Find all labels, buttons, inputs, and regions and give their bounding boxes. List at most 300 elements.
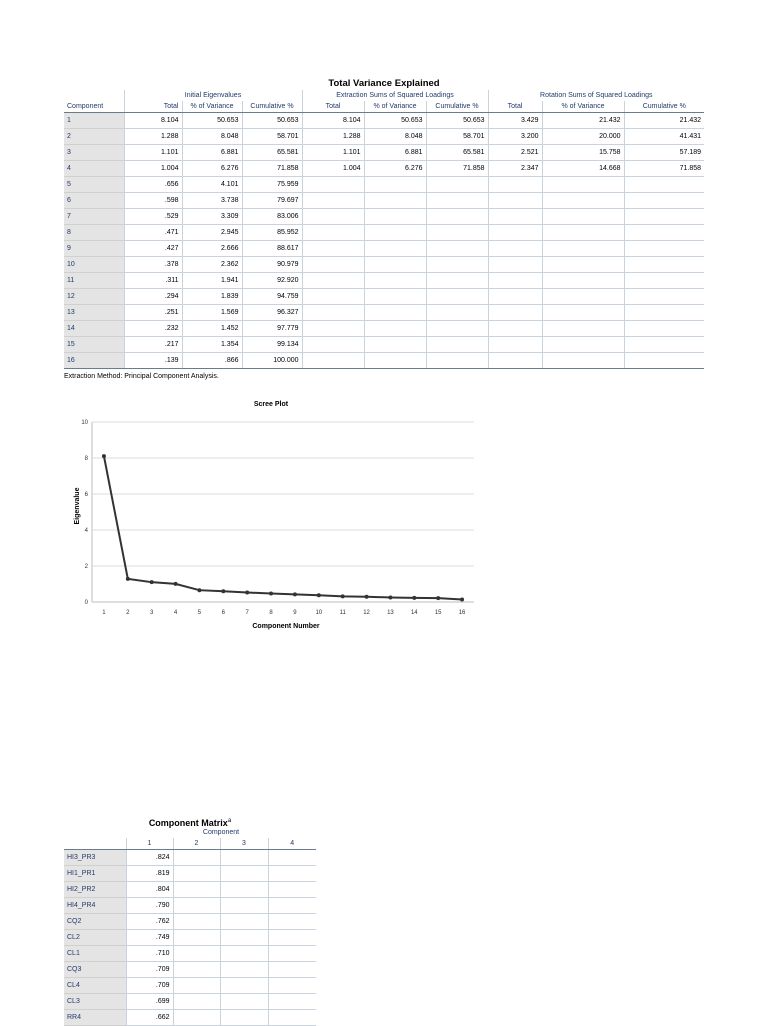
row-label: 8 (64, 225, 124, 241)
extraction-method-footnote: Extraction Method: Principal Component Analysis. (64, 373, 219, 380)
table-cell: 96.327 (242, 305, 302, 321)
col-header-cumulative: Cumulative % (624, 101, 704, 113)
table-cell (426, 209, 488, 225)
table-cell (426, 177, 488, 193)
table-cell (488, 321, 542, 337)
table-cell: 8.104 (124, 113, 182, 129)
col-header-2: 2 (173, 838, 220, 850)
data-point (126, 577, 130, 581)
row-label: CL1 (64, 946, 126, 962)
table-cell: .662 (126, 1010, 173, 1026)
table-cell: 58.701 (426, 129, 488, 145)
group-header-extraction: Extraction Sums of Squared Loadings (302, 90, 488, 101)
table-cell (426, 225, 488, 241)
table-row (64, 978, 316, 994)
table-cell (364, 177, 426, 193)
table-cell (624, 305, 704, 321)
table-row (64, 289, 704, 305)
table-cell (220, 882, 268, 898)
table-cell (364, 257, 426, 273)
table-cell (302, 321, 364, 337)
table-cell (268, 914, 316, 930)
table-cell: 1.288 (302, 129, 364, 145)
table-cell (220, 914, 268, 930)
col-header-pct-variance: % of Variance (364, 101, 426, 113)
table-cell (302, 273, 364, 289)
table-cell: .139 (124, 353, 182, 369)
table-cell (302, 177, 364, 193)
table-cell (426, 289, 488, 305)
table-row (64, 321, 704, 337)
table-cell: 1.004 (124, 161, 182, 177)
x-tick-label: 13 (387, 610, 394, 616)
table-cell: 6.276 (182, 161, 242, 177)
table-cell (268, 882, 316, 898)
component-super-header: Component (202, 829, 240, 836)
table-cell (364, 193, 426, 209)
table-cell: 75.959 (242, 177, 302, 193)
table-cell: 85.952 (242, 225, 302, 241)
table-cell: 100.000 (242, 353, 302, 369)
data-point (221, 589, 225, 593)
x-tick-label: 9 (293, 610, 297, 616)
table-cell: 3.738 (182, 193, 242, 209)
table-cell (364, 337, 426, 353)
table-cell: 15.758 (542, 145, 624, 161)
table-cell (624, 225, 704, 241)
x-tick-label: 8 (269, 610, 273, 616)
table-row (64, 898, 316, 914)
table-cell: 2.521 (488, 145, 542, 161)
row-label: CL4 (64, 978, 126, 994)
row-label: CQ2 (64, 914, 126, 930)
table-cell: 71.858 (242, 161, 302, 177)
table-cell (488, 305, 542, 321)
table-cell (302, 209, 364, 225)
table-cell (624, 353, 704, 369)
table-cell: 65.581 (426, 145, 488, 161)
row-label: 11 (64, 273, 124, 289)
table-cell (173, 994, 220, 1010)
row-label: HI1_PR1 (64, 866, 126, 882)
table-cell (220, 930, 268, 946)
total-variance-table (64, 90, 704, 369)
table-cell (542, 289, 624, 305)
table-row (64, 994, 316, 1010)
table-cell: 97.779 (242, 321, 302, 337)
table-cell: 8.048 (182, 129, 242, 145)
table-cell: 4.101 (182, 177, 242, 193)
table-cell (364, 209, 426, 225)
row-label: 3 (64, 145, 124, 161)
table-cell: 57.189 (624, 145, 704, 161)
table-cell: 8.104 (302, 113, 364, 129)
table-cell: 21.432 (542, 113, 624, 129)
table-row (64, 353, 704, 369)
table-cell (173, 866, 220, 882)
row-label: 15 (64, 337, 124, 353)
table-cell (624, 321, 704, 337)
table-cell: .294 (124, 289, 182, 305)
table-row (64, 145, 704, 161)
table-cell (426, 273, 488, 289)
group-header-rotation: Rotation Sums of Squared Loadings (488, 90, 704, 101)
table-row (64, 866, 316, 882)
table-cell: 3.309 (182, 209, 242, 225)
table-cell: 1.839 (182, 289, 242, 305)
table-cell (624, 257, 704, 273)
y-tick-label: 10 (81, 420, 88, 426)
table-cell: 1.452 (182, 321, 242, 337)
data-point (412, 596, 416, 600)
col-header-total: Total (124, 101, 182, 113)
scree-plot (60, 394, 480, 634)
table-cell: 6.881 (364, 145, 426, 161)
x-axis-label: Component Number (252, 623, 320, 630)
table-cell (488, 225, 542, 241)
y-tick-label: 6 (84, 492, 88, 498)
y-tick-label: 8 (84, 456, 88, 462)
table-cell (488, 177, 542, 193)
x-tick-label: 1 (102, 610, 106, 616)
table-cell (542, 257, 624, 273)
component-matrix-title-text: Component Matrix (148, 818, 228, 828)
table-cell: 1.004 (302, 161, 364, 177)
data-point (269, 592, 273, 596)
table-cell: .699 (126, 994, 173, 1010)
data-point (102, 454, 106, 458)
x-tick-label: 6 (221, 610, 225, 616)
table-cell: 1.101 (124, 145, 182, 161)
table-cell: 2.945 (182, 225, 242, 241)
table-row (64, 850, 316, 866)
table-cell (268, 962, 316, 978)
data-point (245, 590, 249, 594)
col-header-cumulative: Cumulative % (242, 101, 302, 113)
table-cell: 2.347 (488, 161, 542, 177)
table-cell: .819 (126, 866, 173, 882)
x-tick-label: 10 (315, 610, 323, 616)
table-cell: 88.617 (242, 241, 302, 257)
x-tick-label: 3 (150, 610, 154, 616)
table-cell: 8.048 (364, 129, 426, 145)
table-cell (488, 273, 542, 289)
x-tick-label: 15 (434, 610, 442, 616)
table-cell: 50.653 (182, 113, 242, 129)
table-cell (268, 978, 316, 994)
table-cell: .749 (126, 930, 173, 946)
table-cell (542, 193, 624, 209)
col-header-4: 4 (268, 838, 316, 850)
table-cell: 3.429 (488, 113, 542, 129)
table-cell: 20.000 (542, 129, 624, 145)
table-cell: 21.432 (624, 113, 704, 129)
data-point (341, 594, 345, 598)
table-cell: 6.276 (364, 161, 426, 177)
table-row (64, 962, 316, 978)
row-label: CQ3 (64, 962, 126, 978)
table-cell: 94.759 (242, 289, 302, 305)
table-cell (302, 225, 364, 241)
row-label: 2 (64, 129, 124, 145)
row-label: 13 (64, 305, 124, 321)
table-cell: .232 (124, 321, 182, 337)
col-header-1: 1 (126, 838, 173, 850)
table-cell: .427 (124, 241, 182, 257)
x-tick-label: 11 (339, 610, 346, 616)
table-cell (624, 177, 704, 193)
table-cell: 6.881 (182, 145, 242, 161)
table-cell (364, 225, 426, 241)
col-header-cumulative: Cumulative % (426, 101, 488, 113)
title-footnote-marker: a (227, 818, 232, 824)
table-row (64, 257, 704, 273)
table-cell (220, 978, 268, 994)
table-cell: .251 (124, 305, 182, 321)
table-cell: 1.354 (182, 337, 242, 353)
table-cell (488, 209, 542, 225)
data-point (293, 592, 297, 596)
table-cell (220, 898, 268, 914)
table-cell: 71.858 (426, 161, 488, 177)
table-cell: .311 (124, 273, 182, 289)
data-point (436, 596, 440, 600)
table-cell: .378 (124, 257, 182, 273)
component-matrix-body (64, 850, 316, 1026)
table-cell (542, 337, 624, 353)
table-cell: 90.979 (242, 257, 302, 273)
table-cell: .471 (124, 225, 182, 241)
row-label: 6 (64, 193, 124, 209)
scree-plot-svg (60, 394, 480, 634)
table-cell (268, 866, 316, 882)
table-cell (488, 353, 542, 369)
table-cell: .790 (126, 898, 173, 914)
table-cell: .762 (126, 914, 173, 930)
table-cell: .709 (126, 978, 173, 994)
table-cell (268, 1010, 316, 1026)
total-variance-title: Total Variance Explained (328, 78, 440, 89)
table-cell (426, 305, 488, 321)
col-header-3: 3 (220, 838, 268, 850)
table-cell (220, 962, 268, 978)
data-point (365, 595, 369, 599)
table-cell (488, 289, 542, 305)
y-axis-label: Eigenvalue (74, 487, 81, 525)
table-cell (220, 1010, 268, 1026)
row-label: CL3 (64, 994, 126, 1010)
table-cell: 83.006 (242, 209, 302, 225)
table-row (64, 882, 316, 898)
x-tick-label: 4 (173, 610, 178, 616)
x-tick-label: 5 (197, 610, 202, 616)
table-cell (542, 241, 624, 257)
blank-header-cell (64, 90, 124, 101)
table-cell (364, 273, 426, 289)
table-cell (302, 241, 364, 257)
table-cell (268, 994, 316, 1010)
table-cell (426, 193, 488, 209)
table-row (64, 337, 704, 353)
table-row (64, 305, 704, 321)
chart-title: Scree Plot (253, 401, 289, 408)
row-label: CL2 (64, 930, 126, 946)
table-cell (364, 241, 426, 257)
table-cell: 71.858 (624, 161, 704, 177)
table-row (64, 273, 704, 289)
table-cell: .710 (126, 946, 173, 962)
x-tick-label: 2 (126, 610, 130, 616)
table-cell: .598 (124, 193, 182, 209)
table-cell: 14.668 (542, 161, 624, 177)
component-matrix-section (64, 815, 316, 1026)
table-cell (426, 321, 488, 337)
table-cell: 2.666 (182, 241, 242, 257)
table-cell: 1.101 (302, 145, 364, 161)
table-cell (173, 898, 220, 914)
table-cell: 1.288 (124, 129, 182, 145)
table-cell (364, 289, 426, 305)
table-cell: 79.697 (242, 193, 302, 209)
series-line (104, 456, 462, 599)
table-cell (173, 946, 220, 962)
table-cell (268, 898, 316, 914)
table-cell (426, 257, 488, 273)
table-cell (488, 337, 542, 353)
col-header-pct-variance: % of Variance (182, 101, 242, 113)
row-label: 4 (64, 161, 124, 177)
table-cell (542, 273, 624, 289)
table-cell (488, 193, 542, 209)
table-cell (624, 241, 704, 257)
table-cell (173, 850, 220, 866)
table-cell: .217 (124, 337, 182, 353)
table-cell (302, 353, 364, 369)
row-label: 16 (64, 353, 124, 369)
y-tick-label: 0 (84, 600, 88, 606)
table-cell: 1.569 (182, 305, 242, 321)
x-tick-label: 14 (410, 610, 418, 616)
table-cell (302, 305, 364, 321)
group-header-initial: Initial Eigenvalues (124, 90, 302, 101)
row-label: HI4_PR4 (64, 898, 126, 914)
table-cell (173, 962, 220, 978)
table-cell: 92.920 (242, 273, 302, 289)
table-row (64, 113, 704, 129)
table-cell (268, 946, 316, 962)
table-cell: .709 (126, 962, 173, 978)
blank-header-cell (64, 827, 126, 838)
row-label: 9 (64, 241, 124, 257)
table-row (64, 129, 704, 145)
y-tick-label: 2 (84, 564, 88, 570)
table-cell (364, 321, 426, 337)
table-cell (542, 353, 624, 369)
table-cell (302, 289, 364, 305)
table-cell: 99.134 (242, 337, 302, 353)
table-cell (426, 353, 488, 369)
table-cell (364, 353, 426, 369)
table-cell: 2.362 (182, 257, 242, 273)
table-cell: .804 (126, 882, 173, 898)
table-cell (173, 1010, 220, 1026)
table-cell (488, 241, 542, 257)
row-label: RR4 (64, 1010, 126, 1026)
total-variance-table-section (64, 78, 704, 380)
table-cell (624, 209, 704, 225)
table-cell (268, 930, 316, 946)
table-cell (173, 914, 220, 930)
table-cell: 1.941 (182, 273, 242, 289)
table-cell (624, 193, 704, 209)
table-cell (220, 946, 268, 962)
row-label: HI2_PR2 (64, 882, 126, 898)
data-point (174, 582, 178, 586)
col-header-total: Total (302, 101, 364, 113)
table-cell (364, 305, 426, 321)
table-row (64, 930, 316, 946)
table-cell (173, 978, 220, 994)
x-tick-label: 7 (245, 610, 249, 616)
table-row (64, 161, 704, 177)
table-cell (624, 337, 704, 353)
table-cell (173, 930, 220, 946)
table-cell (624, 289, 704, 305)
table-cell (542, 177, 624, 193)
table-cell (173, 882, 220, 898)
tick-labels (81, 420, 466, 616)
component-matrix-table (64, 827, 316, 1026)
table-cell: .656 (124, 177, 182, 193)
table-cell: 3.200 (488, 129, 542, 145)
table-cell: 50.653 (242, 113, 302, 129)
table-row (64, 946, 316, 962)
row-label: 14 (64, 321, 124, 337)
component-header: Component (64, 101, 124, 113)
table-cell (220, 850, 268, 866)
table-row (64, 209, 704, 225)
table-row (64, 1010, 316, 1026)
table-cell: 50.653 (364, 113, 426, 129)
blank-header-cell (64, 838, 126, 850)
col-header-pct-variance: % of Variance (542, 101, 624, 113)
table-cell (302, 257, 364, 273)
table-cell (220, 866, 268, 882)
table-cell (302, 337, 364, 353)
table-cell (426, 337, 488, 353)
data-point (197, 588, 201, 592)
table-row (64, 177, 704, 193)
table-cell (426, 241, 488, 257)
row-label: 1 (64, 113, 124, 129)
table-cell: 41.431 (624, 129, 704, 145)
data-point (460, 597, 464, 601)
table-cell (268, 850, 316, 866)
table-cell (220, 994, 268, 1010)
gridlines (92, 422, 474, 602)
table-cell: 65.581 (242, 145, 302, 161)
table-cell (542, 305, 624, 321)
row-label: 12 (64, 289, 124, 305)
table-cell (542, 209, 624, 225)
col-header-total: Total (488, 101, 542, 113)
x-tick-label: 12 (363, 610, 370, 616)
data-point (317, 593, 321, 597)
table-cell (302, 193, 364, 209)
data-point (150, 580, 154, 584)
table-cell (542, 321, 624, 337)
table-cell: .824 (126, 850, 173, 866)
